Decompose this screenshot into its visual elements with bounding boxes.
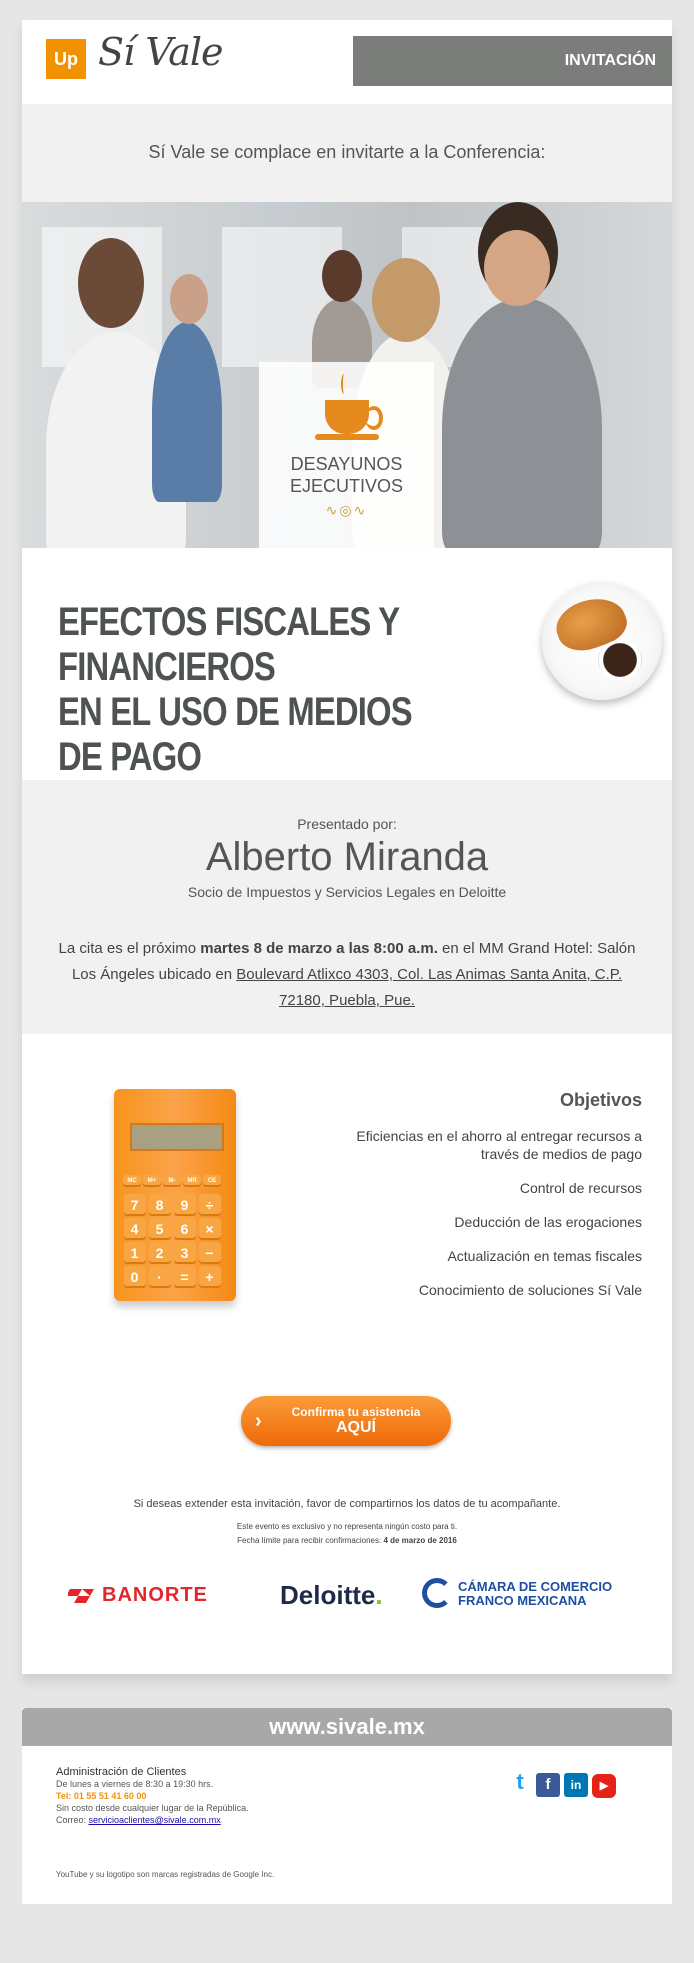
list-item: Eficiencias en el ahorro al entregar recursos a través de medios de pago <box>356 1128 642 1162</box>
twitter-icon[interactable]: t <box>516 1769 524 1794</box>
breakfast-overlay <box>259 362 434 548</box>
objectives-title: Objetivos <box>559 1090 642 1110</box>
confirm-attendance-button[interactable] <box>241 1396 451 1446</box>
contact-info <box>56 1766 406 1826</box>
admin-title: Administración de Clientes <box>56 1766 187 1778</box>
cta-line1: Confirma tu asistencia <box>291 1405 421 1419</box>
hours-text: De lunes a viernes de 8:30 a 19:30 hrs. <box>56 1779 214 1789</box>
invitation-badge: INVITACIÓN <box>353 36 672 86</box>
header <box>22 20 672 104</box>
calculator-key: ÷ <box>199 1194 221 1216</box>
calculator-key: MR <box>183 1175 201 1187</box>
person-figure <box>372 258 440 342</box>
mail-line: Correo: servicioaclientes@sivale.com.mx <box>56 1815 221 1825</box>
up-logo: Up <box>46 39 86 79</box>
conference-title <box>58 600 435 780</box>
calculator-key: 1 <box>124 1242 146 1264</box>
email-link[interactable]: servicioaclientes@sivale.com.mx <box>88 1815 221 1825</box>
phone-text: Tel: 01 55 51 41 60 00 <box>56 1791 147 1801</box>
objectives-list <box>322 1127 642 1299</box>
calculator-key: CE <box>203 1175 221 1187</box>
hero-image <box>22 202 672 548</box>
presenter-role: Socio de Impuestos y Servicios Legales en Deloitte <box>187 884 507 900</box>
intro-text: Sí Vale se complace en invitarte a la Conferencia: <box>148 142 546 162</box>
linkedin-icon[interactable]: in <box>564 1773 588 1797</box>
person-figure <box>442 298 602 548</box>
calculator-key: 6 <box>174 1218 196 1240</box>
steam-icon <box>341 374 347 394</box>
sivale-logo: Sí Vale <box>98 30 223 74</box>
presented-by-label: Presentado por: <box>297 816 397 832</box>
cta-line2: AQUÍ <box>336 1419 376 1436</box>
list-item: Deducción de las erogaciones <box>454 1214 642 1230</box>
title-line2: EN EL USO DE MEDIOS DE PAGO <box>58 690 412 779</box>
youtube-note: YouTube y su logotipo son marcas registradas de Google Inc. <box>56 1870 275 1879</box>
footer <box>22 1708 672 1904</box>
person-figure <box>484 230 550 306</box>
calculator-key: 5 <box>149 1218 171 1240</box>
objectives-section <box>322 1090 642 1315</box>
appointment-date: martes 8 de marzo a las 8:00 a.m. <box>200 940 438 957</box>
extend-invitation-note: Si deseas extender esta invitación, favor de compartirnos los datos de tu acompañante. <box>133 1498 561 1510</box>
calculator-image <box>114 1089 236 1301</box>
cup-handle-icon <box>365 406 383 430</box>
calculator-key: × <box>199 1218 221 1240</box>
saucer-icon <box>315 434 379 440</box>
banorte-logo: BANORTE <box>68 1584 208 1607</box>
person-figure <box>152 322 222 502</box>
person-figure <box>322 250 362 302</box>
facebook-icon[interactable]: f <box>536 1773 560 1797</box>
invitation-card <box>22 20 672 1674</box>
calculator-key: MC <box>123 1175 141 1187</box>
calculator-key: 2 <box>149 1242 171 1264</box>
calculator-key: · <box>149 1266 171 1288</box>
social-links <box>508 1770 620 1798</box>
calculator-screen <box>130 1123 224 1151</box>
overlay-line2: EJECUTIVOS <box>289 476 404 496</box>
list-item: Control de recursos <box>519 1180 642 1196</box>
intro-section <box>22 104 672 202</box>
person-figure <box>170 274 208 324</box>
coffee-cup-icon <box>325 400 369 434</box>
banorte-icon <box>68 1585 96 1607</box>
ornament-icon: ∿◎∿ <box>325 502 368 518</box>
exclusive-note: Este evento es exclusivo y no representa ningún costo para ti. <box>236 1522 458 1531</box>
address-link[interactable]: Boulevard Atlixco 4303, Col. Las Animas Santa Anita, C.P. 72180, Puebla, Pue. <box>236 966 623 1009</box>
calculator-key: 7 <box>124 1194 146 1216</box>
calculator-key: 9 <box>174 1194 196 1216</box>
calculator-key: M- <box>163 1175 181 1187</box>
list-item: Actualización en temas fiscales <box>447 1248 642 1264</box>
calculator-key: − <box>199 1242 221 1264</box>
calculator-key: 3 <box>174 1242 196 1264</box>
deloitte-logo: Deloitte. <box>280 1580 383 1610</box>
calculator-key: M+ <box>143 1175 161 1187</box>
presenter-section <box>22 780 672 1034</box>
calculator-key: + <box>199 1266 221 1288</box>
deadline-note: Fecha límite para recibir confirmaciones: 4 de marzo de 2016 <box>237 1536 457 1545</box>
youtube-icon[interactable]: ▶ <box>592 1774 616 1798</box>
croissant-plate-image <box>542 582 662 700</box>
calculator-key: 4 <box>124 1218 146 1240</box>
overlay-line1: DESAYUNOS <box>290 454 403 474</box>
title-line1: EFECTOS FISCALES Y FINANCIEROS <box>58 600 399 689</box>
appointment-text: La cita es el próximo martes 8 de marzo a las 8:00 a.m. en el MM Grand Hotel: Salón Los Ángeles ubicado en Boulevard Atlixco 4303, Col. Las Animas Santa Anita, C.P. 72180, Puebla, Pue. <box>58 940 636 1009</box>
coffee-icon <box>598 640 642 680</box>
camara-icon <box>422 1578 452 1608</box>
calculator-key: 8 <box>149 1194 171 1216</box>
chevron-right-icon: › <box>255 1410 262 1432</box>
person-figure <box>78 238 144 328</box>
calculator-key: 0 <box>124 1266 146 1288</box>
website-link[interactable]: www.sivale.mx <box>22 1708 672 1746</box>
calculator-keys <box>122 1169 228 1289</box>
sponsor-logos: BANORTE Deloitte. CÁMARA DE COMERCIO FRANCO MEXICANA <box>22 1578 672 1618</box>
list-item: Conocimiento de soluciones Sí Vale <box>418 1282 642 1298</box>
calculator-key: = <box>174 1266 196 1288</box>
presenter-name: Alberto Miranda <box>205 835 489 879</box>
event-notes <box>22 1520 672 1548</box>
nocost-text: Sin costo desde cualquier lugar de la República. <box>56 1803 249 1813</box>
